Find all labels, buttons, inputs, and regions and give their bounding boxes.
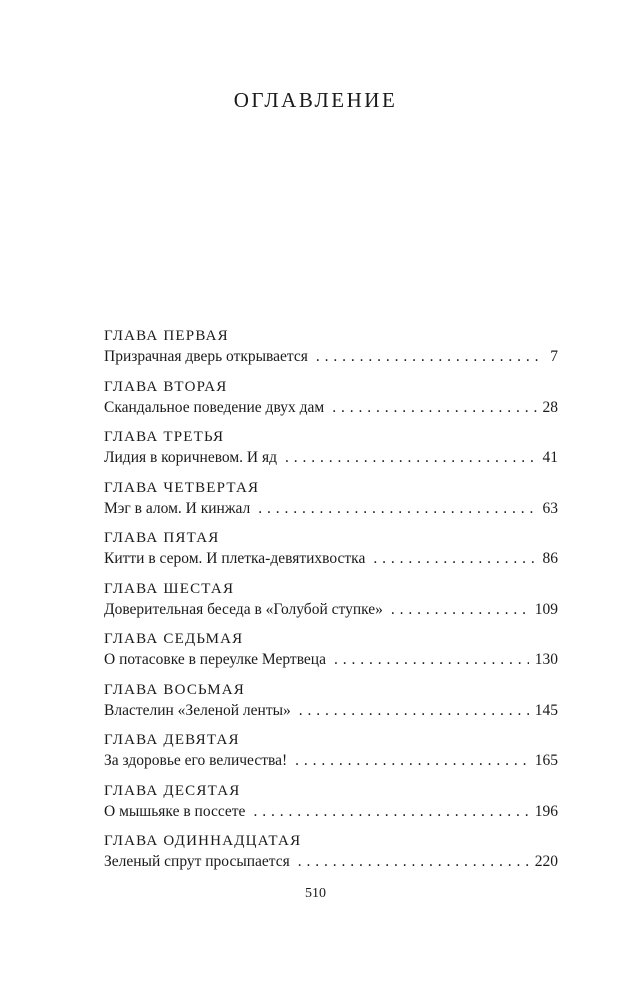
toc-entry-line[interactable] bbox=[104, 801, 558, 822]
toc-entry bbox=[104, 427, 558, 478]
dot-leader bbox=[334, 649, 529, 670]
dot-leader bbox=[258, 498, 536, 519]
dot-leader bbox=[285, 447, 536, 468]
chapter-label: ГЛАВА ОДИННАДЦАТАЯ bbox=[104, 833, 302, 849]
dot-leader bbox=[298, 851, 529, 872]
page-number: 63 bbox=[542, 499, 558, 517]
chapter-label: ГЛАВА ВТОРАЯ bbox=[104, 378, 228, 395]
page-title: ОГЛАВЛЕНИЕ bbox=[233, 88, 398, 112]
toc-entry-line[interactable] bbox=[104, 498, 558, 519]
page-number: 145 bbox=[534, 701, 558, 719]
page-number: 28 bbox=[542, 398, 558, 416]
page-folio-number: 510 bbox=[305, 886, 326, 901]
chapter-title: Мэг в алом. И кинжал bbox=[104, 499, 251, 517]
chapter-title: Доверительная беседа в «Голубой ступке» bbox=[104, 600, 383, 618]
toc-entry-line[interactable] bbox=[104, 649, 558, 670]
page-number: 196 bbox=[534, 802, 558, 820]
table-of-contents bbox=[104, 326, 558, 882]
page-number: 130 bbox=[534, 651, 558, 668]
chapter-title: О потасовке в переулке Мертвеца bbox=[104, 651, 326, 668]
chapter-label: ГЛАВА СЕДЬМАЯ bbox=[104, 631, 244, 647]
chapter-title: Властелин «Зеленой ленты» bbox=[104, 701, 291, 719]
toc-entry bbox=[104, 579, 558, 630]
chapter-title: О мышьяке в поссете bbox=[104, 802, 246, 820]
toc-entry bbox=[104, 528, 558, 579]
toc-entry bbox=[104, 831, 558, 882]
toc-entry bbox=[104, 781, 558, 832]
dot-leader bbox=[316, 346, 544, 367]
toc-entry-line[interactable] bbox=[104, 750, 558, 771]
chapter-label: ГЛАВА ТРЕТЬЯ bbox=[104, 429, 225, 445]
chapter-label: ГЛАВА ВОСЬМАЯ bbox=[104, 681, 246, 698]
dot-leader bbox=[295, 750, 529, 771]
toc-entry bbox=[104, 478, 558, 529]
chapter-label: ГЛАВА ШЕСТАЯ bbox=[104, 580, 235, 597]
dot-leader bbox=[391, 599, 529, 620]
page-number: 86 bbox=[542, 550, 558, 567]
toc-entry-line[interactable] bbox=[104, 700, 558, 721]
chapter-title: Лидия в коричневом. И яд bbox=[104, 449, 278, 466]
chapter-label: ГЛАВА ДЕСЯТАЯ bbox=[104, 782, 241, 799]
chapter-title: Скандальное поведение двух дам bbox=[104, 398, 325, 416]
chapter-title: За здоровье его величества! bbox=[104, 752, 288, 769]
toc-entry-line[interactable] bbox=[104, 447, 558, 468]
toc-entry-line[interactable] bbox=[104, 548, 558, 569]
toc-entry-line[interactable] bbox=[104, 346, 558, 367]
chapter-label: ГЛАВА ПЕРВАЯ bbox=[104, 328, 229, 344]
toc-entry bbox=[104, 326, 558, 377]
toc-entry bbox=[104, 680, 558, 731]
toc-entry-line[interactable] bbox=[104, 397, 558, 418]
chapter-label: ГЛАВА ПЯТАЯ bbox=[104, 530, 220, 546]
toc-entry-line[interactable] bbox=[104, 851, 558, 872]
toc-entry bbox=[104, 377, 558, 428]
dot-leader bbox=[299, 700, 529, 721]
page-number: 109 bbox=[534, 600, 558, 618]
chapter-label: ГЛАВА ЧЕТВЕРТАЯ bbox=[104, 479, 260, 496]
dot-leader bbox=[332, 397, 536, 418]
chapter-title: Призрачная дверь открывается bbox=[104, 348, 308, 365]
page-number: 220 bbox=[534, 853, 558, 870]
chapter-label: ГЛАВА ДЕВЯТАЯ bbox=[104, 732, 240, 748]
page-number: 165 bbox=[534, 752, 558, 769]
chapter-title: Китти в сером. И плетка-девятихвостка bbox=[104, 550, 366, 567]
toc-entry bbox=[104, 730, 558, 781]
toc-entry bbox=[104, 629, 558, 680]
page-number: 7 bbox=[550, 348, 558, 365]
dot-leader bbox=[253, 801, 528, 822]
dot-leader bbox=[373, 548, 536, 569]
toc-entry-line[interactable] bbox=[104, 599, 558, 620]
chapter-title: Зеленый спрут просыпается bbox=[104, 853, 290, 870]
page-number: 41 bbox=[542, 449, 558, 466]
